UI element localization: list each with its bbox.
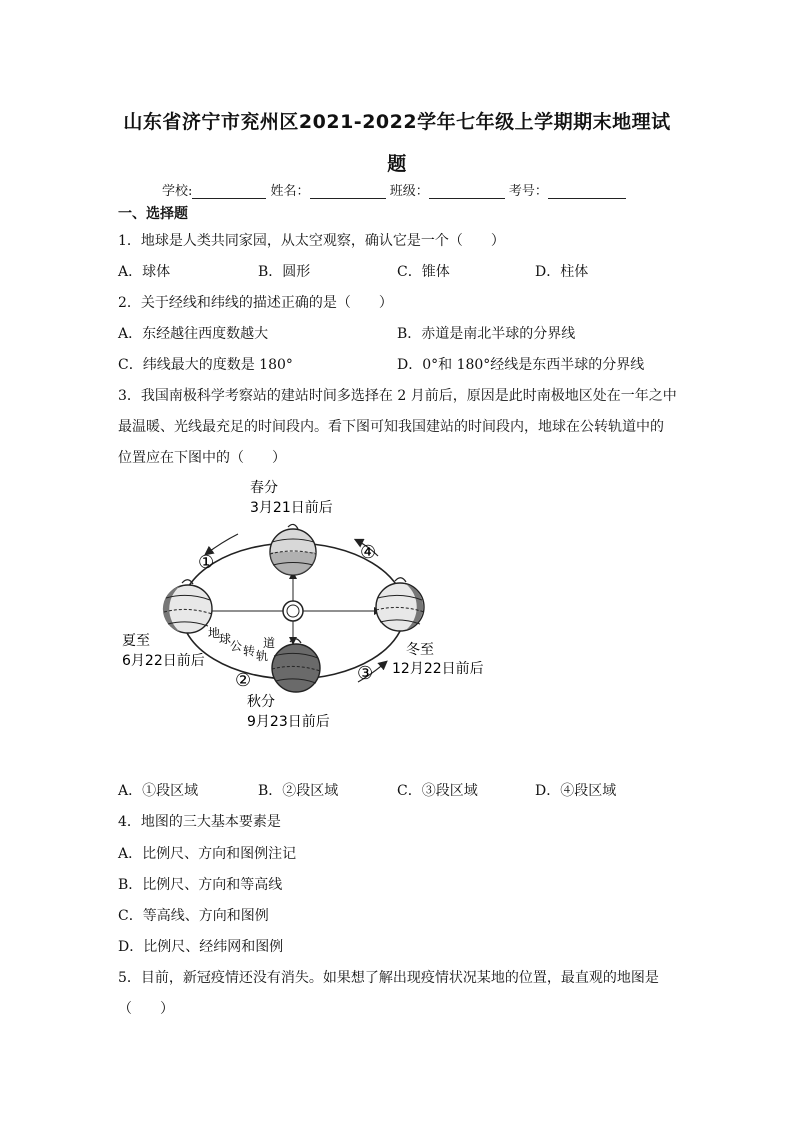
spring-label: 春分 bbox=[250, 480, 278, 496]
name-label: 姓名： bbox=[270, 184, 310, 199]
orbit-label-char-1: 地 bbox=[208, 626, 221, 640]
orbit-label-char-4: 转 bbox=[243, 644, 256, 658]
q4-option-a[interactable]: A．比例尺、方向和图例注记 bbox=[118, 846, 297, 862]
autumn-label: 秋分 bbox=[247, 694, 275, 710]
school-label: 学校: bbox=[162, 184, 193, 199]
question-5-line-1: 5．目前，新冠疫情还没有消失。如果想了解出现疫情状况某地的位置，最直观的地图是 bbox=[118, 970, 659, 986]
q1-option-a[interactable]: A．球体 bbox=[118, 264, 171, 280]
summer-date-label: 6月22日前后 bbox=[122, 653, 205, 669]
q3-option-a[interactable]: A．①段区域 bbox=[118, 783, 199, 799]
q2-option-d[interactable]: D．0°和 180°经线是东西半球的分界线 bbox=[397, 357, 645, 373]
segment-4-label: ④ bbox=[360, 542, 377, 563]
segment-1-label: ① bbox=[198, 552, 215, 573]
earth-winter-icon bbox=[376, 578, 424, 631]
question-5-line-2: （ ） bbox=[118, 1001, 174, 1017]
q4-option-d[interactable]: D．比例尺、经纬网和图例 bbox=[118, 939, 284, 955]
earth-revolution-diagram bbox=[110, 470, 510, 740]
earth-spring-icon bbox=[270, 524, 316, 575]
q3-option-c[interactable]: C．③段区域 bbox=[397, 783, 478, 799]
q1-option-d[interactable]: D．柱体 bbox=[535, 264, 589, 280]
question-1-stem: 1．地球是人类共同家园，从太空观察，确认它是一个（ ） bbox=[118, 233, 505, 249]
q2-option-b[interactable]: B．赤道是南北半球的分界线 bbox=[397, 326, 576, 342]
autumn-date-label: 9月23日前后 bbox=[247, 714, 330, 730]
question-3-line-1: 3．我国南极科学考察站的建站时间多选择在 2 月前后，原因是此时南极地区处在一年之中 bbox=[118, 388, 677, 404]
student-info-row bbox=[162, 180, 626, 199]
section-heading: 一、选择题 bbox=[118, 206, 188, 222]
q4-option-c[interactable]: C．等高线、方向和图例 bbox=[118, 908, 269, 924]
sun-icon bbox=[283, 601, 303, 621]
q3-option-b[interactable]: B．②段区域 bbox=[258, 783, 339, 799]
orbit-label-char-2: 球 bbox=[219, 632, 232, 646]
page-title-continued: 题 bbox=[387, 153, 407, 175]
summer-label: 夏至 bbox=[122, 633, 150, 649]
class-label: 班级： bbox=[389, 184, 429, 199]
class-blank[interactable] bbox=[429, 184, 505, 199]
q3-option-d[interactable]: D．④段区域 bbox=[535, 783, 617, 799]
earth-summer-icon bbox=[163, 580, 212, 633]
segment-3-label: ③ bbox=[357, 663, 374, 684]
q1-option-c[interactable]: C．锥体 bbox=[397, 264, 450, 280]
winter-date-label: 12月22日前后 bbox=[392, 661, 484, 677]
question-3-line-2: 最温暖、光线最充足的时间段内。看下图可知我国建站的时间段内，地球在公转轨道中的 bbox=[118, 419, 664, 435]
question-3-line-3: 位置应在下图中的（ ） bbox=[118, 450, 286, 466]
q2-option-a[interactable]: A．东经越往西度数越大 bbox=[118, 326, 269, 342]
orbit-label-char-6: 道 bbox=[263, 636, 276, 650]
spring-date-label: 3月21日前后 bbox=[250, 500, 333, 516]
page-title: 山东省济宁市兖州区2021-2022学年七年级上学期期末地理试 bbox=[123, 111, 671, 133]
orbit-label-char-5: 轨 bbox=[256, 649, 269, 663]
name-blank[interactable] bbox=[310, 184, 386, 199]
school-blank[interactable] bbox=[192, 184, 266, 199]
earth-autumn-icon bbox=[272, 639, 320, 692]
q4-option-b[interactable]: B．比例尺、方向和等高线 bbox=[118, 877, 283, 893]
question-2-stem: 2．关于经线和纬线的描述正确的是（ ） bbox=[118, 295, 393, 311]
number-label: 考号： bbox=[508, 184, 548, 199]
number-blank[interactable] bbox=[548, 184, 626, 199]
q1-option-b[interactable]: B．圆形 bbox=[258, 264, 311, 280]
winter-label: 冬至 bbox=[406, 642, 434, 658]
q2-option-c[interactable]: C．纬线最大的度数是 180° bbox=[118, 357, 293, 373]
question-4-stem: 4．地图的三大基本要素是 bbox=[118, 814, 281, 830]
orbit-label-char-3: 公 bbox=[230, 639, 243, 653]
arrow-segment-1 bbox=[206, 534, 238, 554]
segment-2-label: ② bbox=[235, 670, 252, 691]
